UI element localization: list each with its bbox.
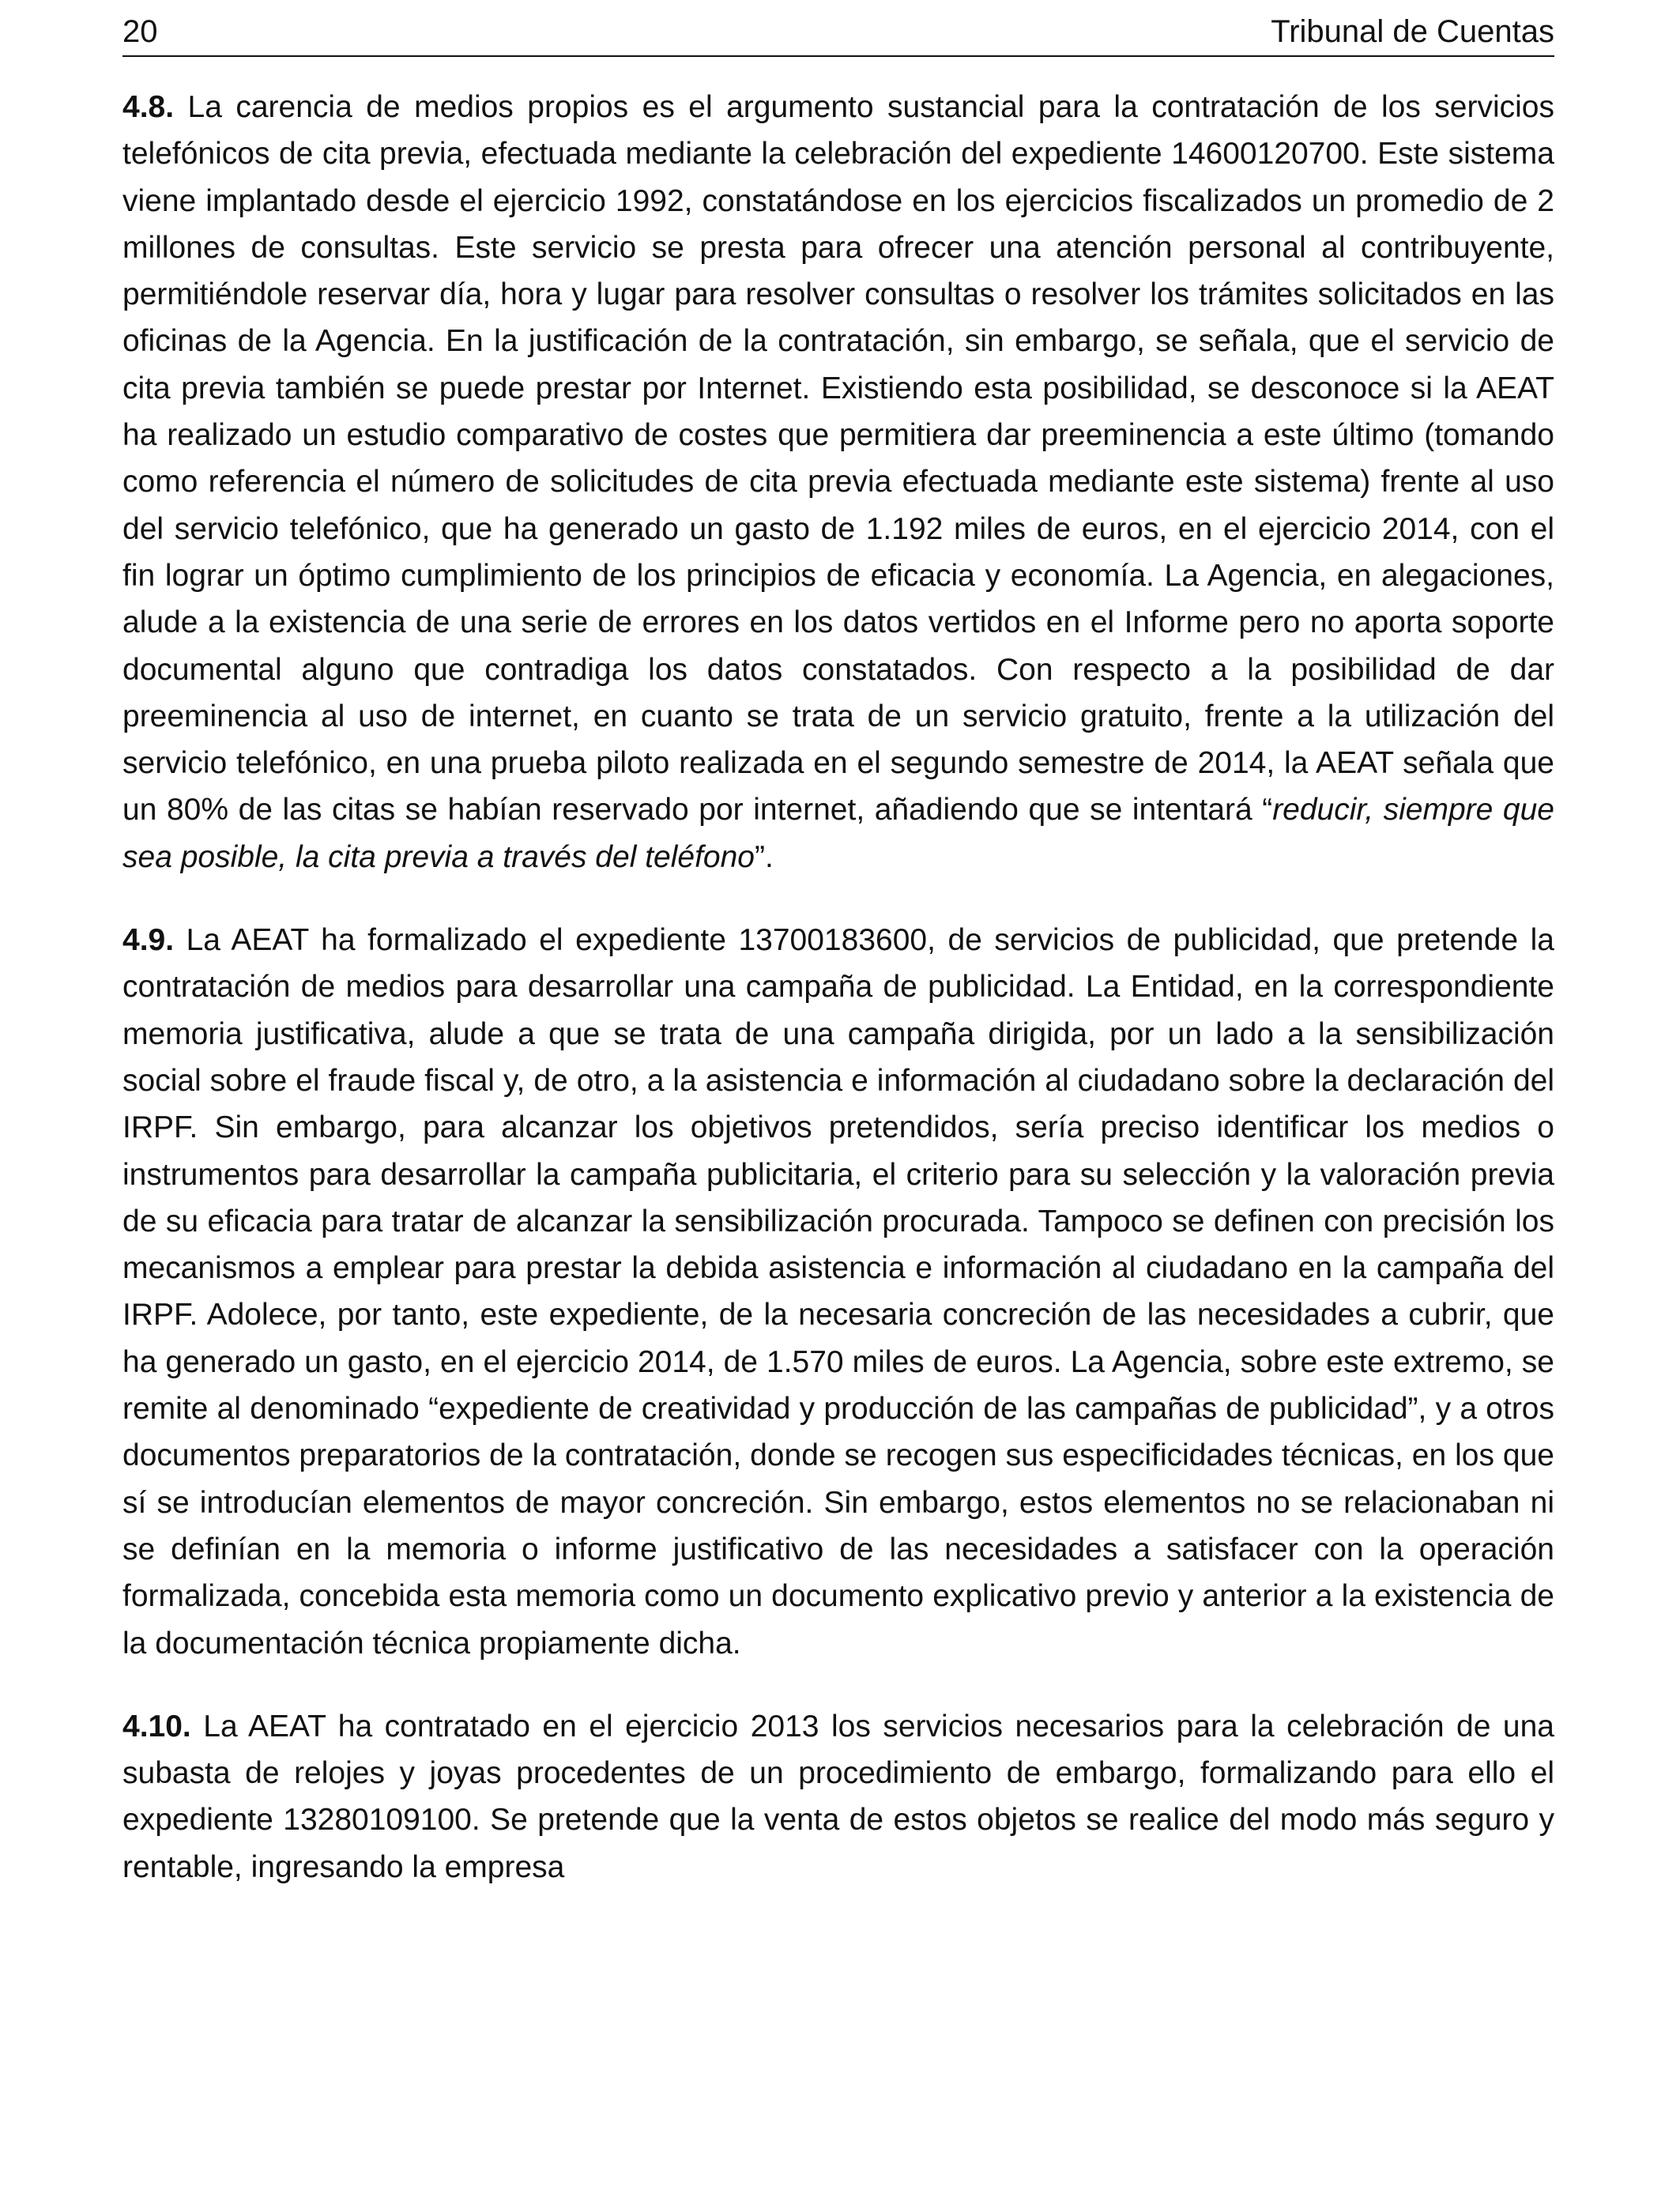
paragraph-text: La carencia de medios propios es el argumento sustancial para la contratación de los servicios telefónicos de cita previa, efectuada mediante la celebración del expediente 14600120700. Este sistema viene implantado desde el ejercicio 1992, constatándose en los ejercicios fiscalizados un promedio de 2 millones de consultas. Este servicio se presta para ofrecer una atención personal al contribuyente, permitiéndole reservar día, hora y lugar para resolver consultas o resolver los trámites solicitados en las oficinas de la Agencia. En la justificación de la contratación, sin embargo, se señala, que el servicio de cita previa también se puede prestar por Internet. Existiendo esta posibilidad, se desconoce si la AEAT ha realizado un estudio comparativo de costes que permitiera dar preeminencia a este último (tomando como referencia el número de solicitudes de cita previa efectuada mediante este sistema) frente al uso del servicio telefónico, que ha generado un gasto de 1.192 miles de euros, en el ejercicio 2014, con el fin lograr un óptimo cumplimiento de los principios de eficacia y economía. La Agencia, en alegaciones, alude a la existencia de una serie de errores en los datos vertidos en el Informe pero no aporta soporte documental alguno que contradiga los datos constatados. Con respecto a la posibilidad de dar preeminencia al uso de internet, en cuanto se trata de un servicio gratuito, frente a la utilización del servicio telefónico, en una prueba piloto realizada en el segundo semestre de 2014, la AEAT señala que un 80% de las citas se habían reservado por internet, añadiendo que se intentará “: [122, 90, 1554, 827]
paragraph-number: 4.10.: [122, 1709, 191, 1744]
paragraph-quote: reducir, siempre que sea posible, la cita previa a través del teléfono: [122, 793, 1554, 874]
page-number: 20: [122, 14, 158, 49]
paragraph-4-9: [122, 917, 1554, 1667]
paragraph-4-8: [122, 84, 1554, 880]
header-title: Tribunal de Cuentas: [1271, 14, 1554, 49]
document-page: [122, 0, 1554, 1891]
paragraph-number: 4.8.: [122, 90, 175, 124]
header-divider: [122, 55, 1554, 57]
paragraph-4-10: [122, 1703, 1554, 1891]
paragraph-text: La AEAT ha formalizado el expediente 13700183600, de servicios de publicidad, que pretende la contratación de medios para desarrollar una campaña de publicidad. La Entidad, en la correspondiente memoria justificativa, alude a que se trata de una campaña dirigida, por un lado a la sensibilización social sobre el fraude fiscal y, de otro, a la asistencia e información al ciudadano sobre la declaración del IRPF. Sin embargo, para alcanzar los objetivos pretendidos, sería preciso identificar los medios o instrumentos para desarrollar la campaña publicitaria, el criterio para su selección y la valoración previa de su eficacia para tratar de alcanzar la sensibilización procurada. Tampoco se definen con precisión los mecanismos a emplear para prestar la debida asistencia e información al ciudadano en la campaña del IRPF. Adolece, por tanto, este expediente, de la necesaria concreción de las necesidades a cubrir, que ha generado un gasto, en el ejercicio 2014, de 1.570 miles de euros. La Agencia, sobre este extremo, se remite al denominado “expediente de creatividad y producción de las campañas de publicidad”, y a otros documentos preparatorios de la contratación, donde se recogen sus especificidades técnicas, en los que sí se introducían elementos de mayor concreción. Sin embargo, estos elementos no se relacionaban ni se definían en la memoria o informe justificativo de las necesidades a satisfacer con la operación formalizada, concebida esta memoria como un documento explicativo previo y anterior a la existencia de la documentación técnica propiamente dicha.: [122, 923, 1554, 1661]
paragraph-number: 4.9.: [122, 923, 175, 958]
running-header: [122, 5, 1554, 55]
paragraph-text-end: ”.: [754, 839, 774, 874]
paragraph-text: La AEAT ha contratado en el ejercicio 2013 los servicios necesarios para la celebración de una subasta de relojes y joyas procedentes de un procedimiento de embargo, formalizando para ello el expediente 13280109100. Se pretende que la venta de estos objetos se realice del modo más seguro y rentable, ingresando la empresa: [122, 1709, 1554, 1884]
